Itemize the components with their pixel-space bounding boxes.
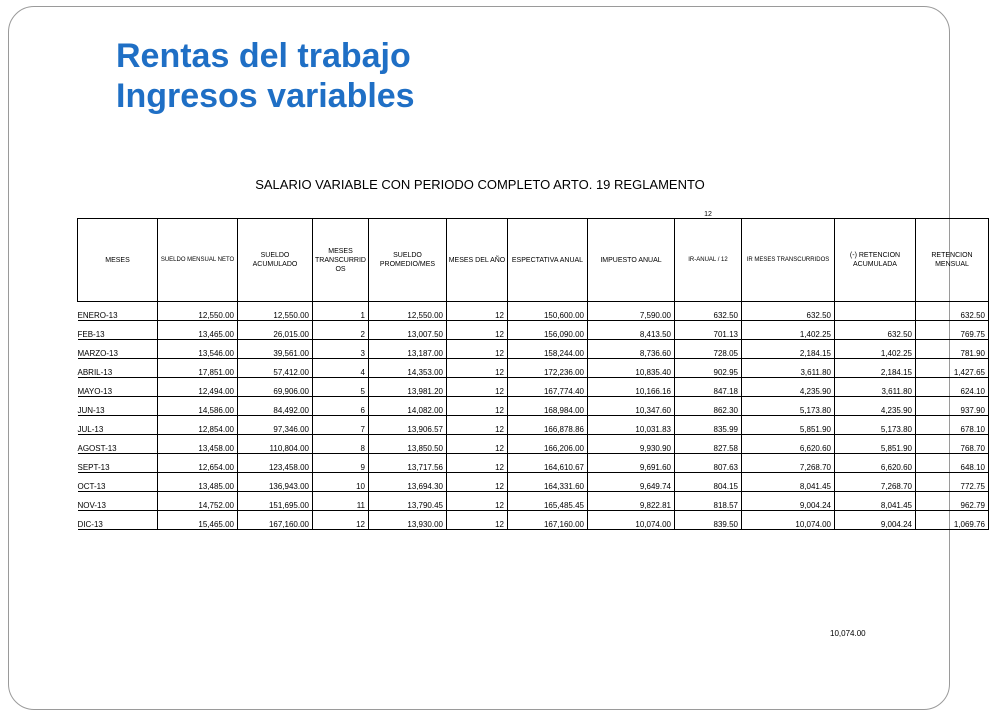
value-cell: 807.63 (675, 454, 742, 473)
value-cell: 5 (313, 378, 369, 397)
value-cell: 632.50 (675, 302, 742, 321)
value-cell: 9,004.24 (835, 511, 916, 530)
value-cell: 701.13 (675, 321, 742, 340)
table-row (78, 473, 989, 492)
value-cell: 39,561.00 (238, 340, 313, 359)
value-cell: 13,790.45 (369, 492, 447, 511)
value-cell: 69,906.00 (238, 378, 313, 397)
value-cell: 164,331.60 (508, 473, 588, 492)
value-cell: 110,804.00 (238, 435, 313, 454)
value-cell: 165,485.45 (508, 492, 588, 511)
value-cell: 632.50 (835, 321, 916, 340)
value-cell: 12 (447, 511, 508, 530)
value-cell: 4 (313, 359, 369, 378)
value-cell: 13,850.50 (369, 435, 447, 454)
value-cell: 156,090.00 (508, 321, 588, 340)
value-cell: 781.90 (916, 340, 989, 359)
value-cell: 151,695.00 (238, 492, 313, 511)
value-cell: 12 (447, 397, 508, 416)
value-cell: 624.10 (916, 378, 989, 397)
value-cell: 6 (313, 397, 369, 416)
value-cell: 12,494.00 (158, 378, 238, 397)
value-cell: 12 (447, 321, 508, 340)
value-cell: 847.18 (675, 378, 742, 397)
month-cell: MARZO-13 (78, 340, 158, 359)
value-cell: 648.10 (916, 454, 989, 473)
value-cell: 168,984.00 (508, 397, 588, 416)
value-cell: 5,851.90 (742, 416, 835, 435)
value-cell: 13,485.00 (158, 473, 238, 492)
table-row (78, 359, 989, 378)
salary-table (77, 204, 989, 530)
value-cell: 827.58 (675, 435, 742, 454)
value-cell: 1,402.25 (742, 321, 835, 340)
month-cell: SEPT-13 (78, 454, 158, 473)
value-cell: 13,717.56 (369, 454, 447, 473)
value-cell: 7,268.70 (742, 454, 835, 473)
month-cell: JUN-13 (78, 397, 158, 416)
value-cell: 5,851.90 (835, 435, 916, 454)
month-cell: OCT-13 (78, 473, 158, 492)
divisor-label: 12 (675, 204, 742, 219)
value-cell: 3 (313, 340, 369, 359)
value-cell: 9,004.24 (742, 492, 835, 511)
value-cell: 10,074.00 (588, 511, 675, 530)
table-row (78, 321, 989, 340)
month-cell: NOV-13 (78, 492, 158, 511)
value-cell: 84,492.00 (238, 397, 313, 416)
value-cell: 9,822.81 (588, 492, 675, 511)
value-cell: 818.57 (675, 492, 742, 511)
value-cell: 166,206.00 (508, 435, 588, 454)
value-cell: 15,465.00 (158, 511, 238, 530)
value-cell: 164,610.67 (508, 454, 588, 473)
value-cell: 937.90 (916, 397, 989, 416)
value-cell: 769.75 (916, 321, 989, 340)
value-cell: 9,930.90 (588, 435, 675, 454)
value-cell: 14,082.00 (369, 397, 447, 416)
value-cell: 158,244.00 (508, 340, 588, 359)
header-cell: SUELDO ACUMULADO (238, 219, 313, 302)
slide-title (116, 36, 415, 116)
value-cell: 6,620.60 (742, 435, 835, 454)
value-cell: 13,007.50 (369, 321, 447, 340)
value-cell: 97,346.00 (238, 416, 313, 435)
value-cell: 12 (447, 359, 508, 378)
value-cell: 167,160.00 (238, 511, 313, 530)
value-cell: 123,458.00 (238, 454, 313, 473)
header-cell: MESES TRANSCURRID OS (313, 219, 369, 302)
value-cell: 12,654.00 (158, 454, 238, 473)
value-cell: 10 (313, 473, 369, 492)
value-cell: 11 (313, 492, 369, 511)
value-cell: 9,691.60 (588, 454, 675, 473)
value-cell: 728.05 (675, 340, 742, 359)
value-cell: 7,590.00 (588, 302, 675, 321)
header-cell: SUELDO PROMEDIO/MES (369, 219, 447, 302)
value-cell: 3,611.80 (835, 378, 916, 397)
value-cell: 9,649.74 (588, 473, 675, 492)
value-cell: 12 (447, 454, 508, 473)
value-cell: 8 (313, 435, 369, 454)
value-cell: 167,160.00 (508, 511, 588, 530)
table-row (78, 416, 989, 435)
value-cell: 166,878.86 (508, 416, 588, 435)
month-cell: AGOST-13 (78, 435, 158, 454)
total-value: 10,074.00 (830, 629, 866, 638)
value-cell: 57,412.00 (238, 359, 313, 378)
header-cell: IR MESES TRANSCURRIDOS (742, 219, 835, 302)
value-cell: 862.30 (675, 397, 742, 416)
value-cell: 7 (313, 416, 369, 435)
divisor-row (78, 204, 989, 219)
value-cell: 10,347.60 (588, 397, 675, 416)
value-cell: 8,413.50 (588, 321, 675, 340)
value-cell: 13,981.20 (369, 378, 447, 397)
value-cell: 902.95 (675, 359, 742, 378)
value-cell: 632.50 (916, 302, 989, 321)
table-row (78, 511, 989, 530)
header-cell: IMPUESTO ANUAL (588, 219, 675, 302)
value-cell: 13,187.00 (369, 340, 447, 359)
value-cell: 5,173.80 (835, 416, 916, 435)
value-cell: 12 (447, 340, 508, 359)
value-cell: 2,184.15 (835, 359, 916, 378)
value-cell: 768.70 (916, 435, 989, 454)
value-cell: 12,550.00 (369, 302, 447, 321)
value-cell: 14,586.00 (158, 397, 238, 416)
value-cell: 1 (313, 302, 369, 321)
value-cell: 13,930.00 (369, 511, 447, 530)
value-cell: 5,173.80 (742, 397, 835, 416)
table-row (78, 302, 989, 321)
title-line-1: Rentas del trabajo (116, 37, 411, 75)
value-cell: 962.79 (916, 492, 989, 511)
table-row (78, 378, 989, 397)
table-row (78, 492, 989, 511)
month-cell: DIC-13 (78, 511, 158, 530)
value-cell: 13,906.57 (369, 416, 447, 435)
table-caption: SALARIO VARIABLE CON PERIODO COMPLETO ARTO. 19 REGLAMENTO (255, 177, 705, 192)
value-cell: 136,943.00 (238, 473, 313, 492)
value-cell: 13,546.00 (158, 340, 238, 359)
value-cell: 12 (313, 511, 369, 530)
table-row (78, 340, 989, 359)
value-cell: 26,015.00 (238, 321, 313, 340)
header-cell: RETENCION MENSUAL (916, 219, 989, 302)
salary-table-wrapper (77, 204, 985, 530)
month-cell: FEB-13 (78, 321, 158, 340)
month-cell: ENERO-13 (78, 302, 158, 321)
value-cell: 12 (447, 302, 508, 321)
header-cell: IR-ANUAL / 12 (675, 219, 742, 302)
month-cell: ABRIL-13 (78, 359, 158, 378)
value-cell: 839.50 (675, 511, 742, 530)
value-cell: 172,236.00 (508, 359, 588, 378)
value-cell: 17,851.00 (158, 359, 238, 378)
header-row (78, 219, 989, 302)
value-cell: 1,402.25 (835, 340, 916, 359)
value-cell: 12 (447, 416, 508, 435)
value-cell: 6,620.60 (835, 454, 916, 473)
value-cell: 2 (313, 321, 369, 340)
value-cell: 12,854.00 (158, 416, 238, 435)
month-cell: MAYO-13 (78, 378, 158, 397)
value-cell: 8,736.60 (588, 340, 675, 359)
value-cell: 12 (447, 435, 508, 454)
value-cell: 772.75 (916, 473, 989, 492)
value-cell: 14,752.00 (158, 492, 238, 511)
value-cell: 13,465.00 (158, 321, 238, 340)
value-cell: 150,600.00 (508, 302, 588, 321)
value-cell: 13,458.00 (158, 435, 238, 454)
value-cell: 12,550.00 (158, 302, 238, 321)
value-cell: 1,427.65 (916, 359, 989, 378)
value-cell: 2,184.15 (742, 340, 835, 359)
value-cell: 8,041.45 (835, 492, 916, 511)
value-cell: 10,074.00 (742, 511, 835, 530)
table-row (78, 454, 989, 473)
value-cell: 10,166.16 (588, 378, 675, 397)
table-row (78, 435, 989, 454)
value-cell: 1,069.76 (916, 511, 989, 530)
value-cell: 804.15 (675, 473, 742, 492)
month-cell: JUL-13 (78, 416, 158, 435)
value-cell: 167,774.40 (508, 378, 588, 397)
value-cell: 835.99 (675, 416, 742, 435)
value-cell: 12,550.00 (238, 302, 313, 321)
title-line-2: Ingresos variables (116, 77, 415, 115)
header-cell: MESES (78, 219, 158, 302)
value-cell: 13,694.30 (369, 473, 447, 492)
header-cell: SUELDO MENSUAL NETO (158, 219, 238, 302)
value-cell: 3,611.80 (742, 359, 835, 378)
value-cell: 12 (447, 492, 508, 511)
header-cell: ESPECTATIVA ANUAL (508, 219, 588, 302)
value-cell: 10,835.40 (588, 359, 675, 378)
value-cell: 7,268.70 (835, 473, 916, 492)
table-row (78, 397, 989, 416)
header-cell: (-) RETENCION ACUMULADA (835, 219, 916, 302)
value-cell (835, 302, 916, 321)
value-cell: 4,235.90 (742, 378, 835, 397)
value-cell: 12 (447, 378, 508, 397)
value-cell: 12 (447, 473, 508, 492)
value-cell: 14,353.00 (369, 359, 447, 378)
value-cell: 632.50 (742, 302, 835, 321)
value-cell: 678.10 (916, 416, 989, 435)
value-cell: 8,041.45 (742, 473, 835, 492)
value-cell: 4,235.90 (835, 397, 916, 416)
header-cell: MESES DEL AÑO (447, 219, 508, 302)
value-cell: 10,031.83 (588, 416, 675, 435)
value-cell: 9 (313, 454, 369, 473)
